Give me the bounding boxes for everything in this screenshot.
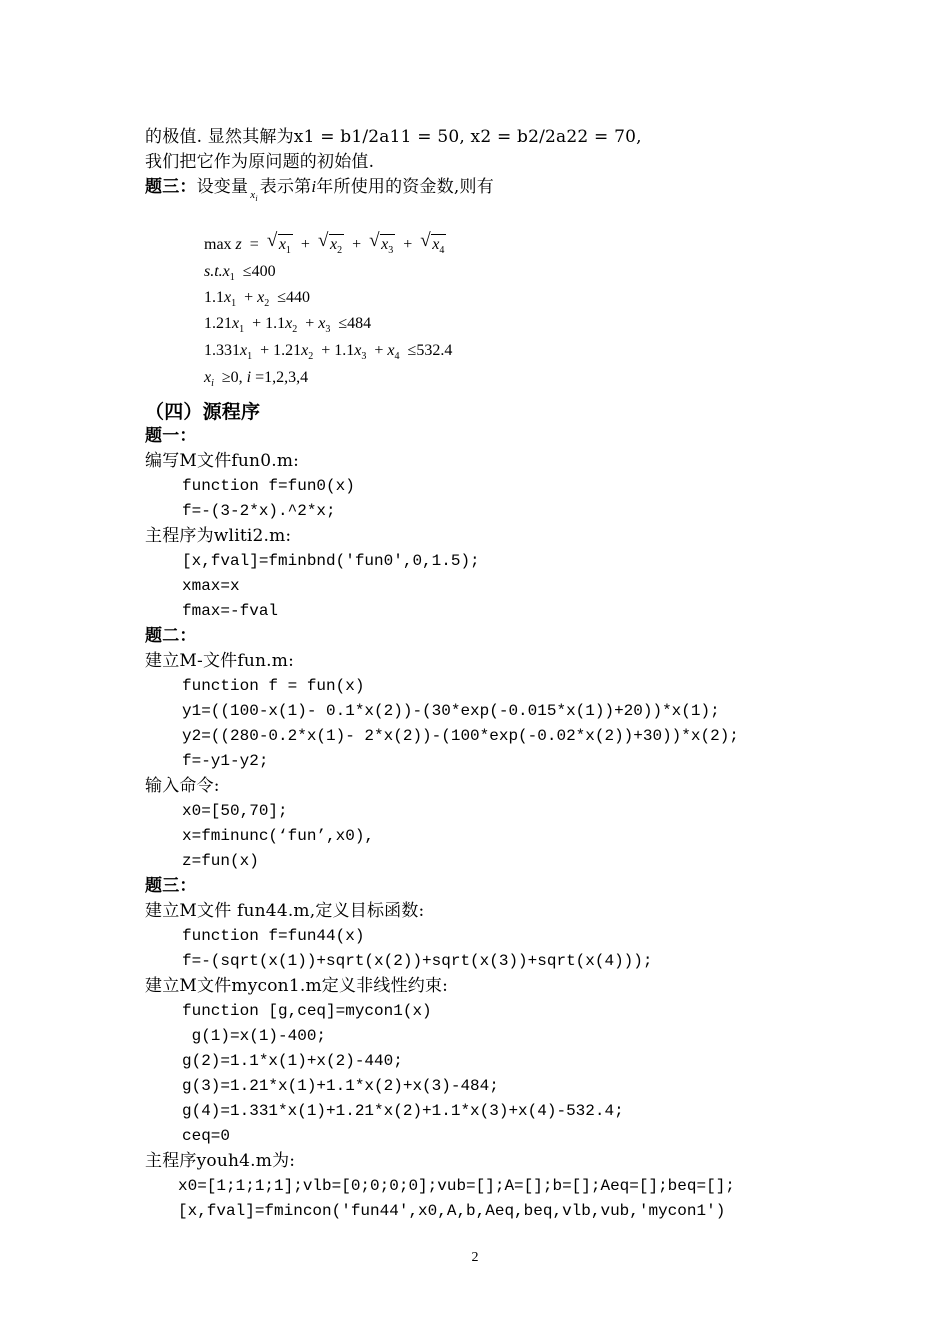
code-line: f=-(sqrt(x(1))+sqrt(x(2))+sqrt(x(3))+sqrt(x(4))); (182, 952, 653, 970)
intro-text-c: 年所使用的资金数,则有 (316, 177, 494, 197)
code-line: g(1)=x(1)-400; (182, 1027, 327, 1045)
objective-function: max z = √ $x_1$ + √ $x_2$ + √ $x_3$ + √ $x_4$ (204, 234, 446, 261)
section-title: （四）源程序 (145, 401, 261, 423)
code-line: x0=[1;1;1;1];vlb=[0;0;0;0];vub=[];A=[];b=[];Aeq=[];beq=[]; (178, 1177, 735, 1195)
code-line: function [g,ceq]=mycon1(x) (182, 1002, 432, 1020)
sqrt-term-2: √ $x_2$ (320, 234, 344, 261)
code-line: x=fminunc(‘fun’,x0), (182, 827, 375, 845)
code-line: function f = fun(x) (182, 677, 365, 695)
problem-three-label: 题三： (145, 177, 197, 197)
problem-3-text-2: 建立M文件mycon1.m定义非线性约束: (145, 976, 449, 996)
intro-text-a: 设变量 (196, 177, 249, 197)
sqrt-term-1: √ $x_1$ (269, 234, 293, 261)
code-line: z=fun(x) (182, 852, 259, 870)
constraint-2: $1.1x_1 + x_2 \le 440$ (204, 289, 311, 309)
intro-line-3 (145, 176, 494, 201)
problem-1-text-1: 编写M文件fun0.m: (145, 451, 300, 471)
intro-text-b: 表示第 (259, 177, 312, 197)
constraint-1: $s.t.x_1 \le 400$ (204, 263, 276, 283)
page-number: 2 (471, 1250, 479, 1265)
code-line: g(4)=1.331*x(1)+1.21*x(2)+1.1*x(3)+x(4)-532.4; (182, 1102, 624, 1120)
problem-2-text-2: 输入命令: (145, 776, 220, 796)
constraint-3: $1.21x_1 + 1.1x_2 + x_3 \le 484$ (204, 315, 372, 335)
intro-line-2: 我们把它作为原问题的初始值. (145, 152, 375, 172)
constraint-5: $x_i \ge 0$, i =1,2,3,4 (204, 369, 309, 389)
code-line: function f=fun0(x) (182, 477, 355, 495)
code-line: g(3)=1.21*x(1)+1.1*x(2)+x(3)-484; (182, 1077, 499, 1095)
problem-2-label: 题二： (145, 626, 197, 646)
problem-2-text-1: 建立M-文件fun.m: (145, 651, 294, 671)
code-line: f=-y1-y2; (182, 752, 269, 770)
problem-1-label: 题一： (145, 426, 197, 446)
intro-var: xi (250, 189, 258, 203)
problem-3-text-1: 建立M文件 fun44.m,定义目标函数: (145, 901, 425, 921)
sqrt-term-3: √ $x_3$ (371, 234, 395, 261)
constraint-4: $1.331x_1 + 1.21x_2 + 1.1x_3 + x_4 \le 532.4$ (204, 342, 453, 362)
code-line: y2=((280-0.2*x(1)- 2*x(2))-(100*exp(-0.02*x(2))+30))*x(2); (182, 727, 739, 745)
sqrt-term-4: √ $x_4$ (422, 234, 446, 261)
code-line: function f=fun44(x) (182, 927, 365, 945)
code-line: ceq=0 (182, 1127, 231, 1145)
code-line: y1=((100-x(1)- 0.1*x(2))-(30*exp(-0.015*x(1))+20))*x(1); (182, 702, 720, 720)
code-line: fmax=-fval (182, 602, 279, 620)
intro-line-1: 的极值. 显然其解为x1 = b1/2a11 = 50, x2 = b2/2a22 = 70, (145, 127, 642, 147)
code-line: f=-(3-2*x).^2*x; (182, 502, 336, 520)
code-line: [x,fval]=fminbnd('fun0',0,1.5); (182, 552, 480, 570)
problem-1-text-2: 主程序为wliti2.m: (145, 526, 292, 546)
code-line: g(2)=1.1*x(1)+x(2)-440; (182, 1052, 403, 1070)
code-line: x0=[50,70]; (182, 802, 288, 820)
intro-italic-i: i (311, 177, 317, 196)
code-line: [x,fval]=fmincon('fun44',x0,A,b,Aeq,beq,vlb,vub,'mycon1') (178, 1202, 726, 1220)
problem-3-text-3: 主程序youh4.m为: (145, 1151, 296, 1171)
problem-3-label: 题三： (145, 876, 197, 896)
code-line: xmax=x (182, 577, 240, 595)
